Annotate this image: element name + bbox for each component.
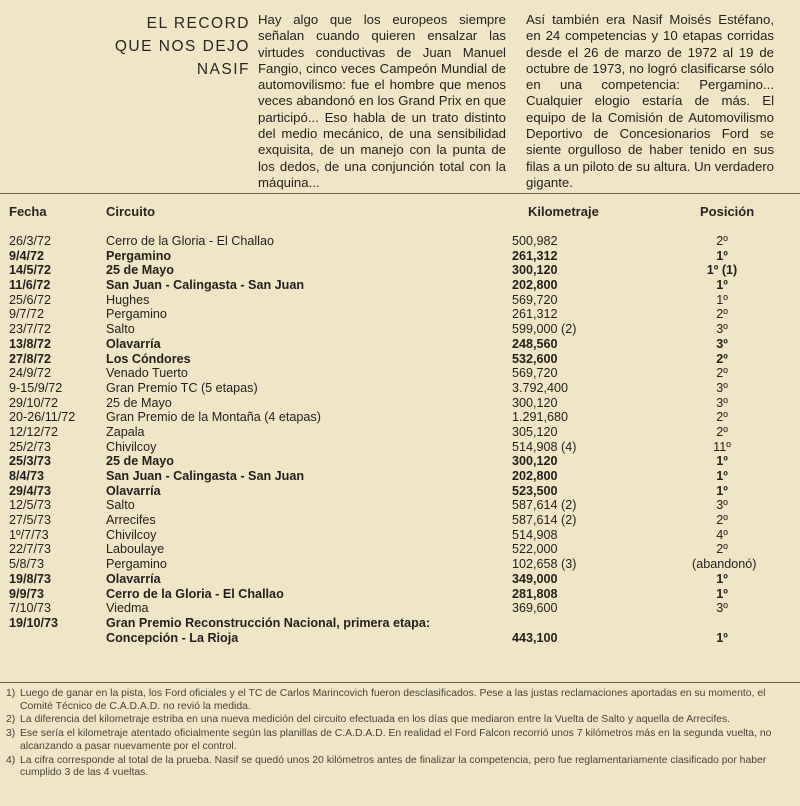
date-cell: 12/12/72 [9, 424, 59, 439]
position-cell: 1º (1) [706, 263, 738, 278]
table-row [0, 381, 800, 396]
position-cell: 1º [716, 292, 728, 307]
date-cell: 27/5/73 [9, 513, 52, 528]
table-row [0, 410, 800, 425]
table-row [0, 557, 800, 572]
circuit-cell: Pergamino [106, 307, 167, 322]
kilometraje-cell: 261,312 [512, 248, 558, 263]
date-cell: 13/8/72 [9, 336, 52, 351]
position-cell: 2º [716, 234, 728, 248]
position-cell: 1º [716, 586, 728, 601]
position-cell: 1º [716, 248, 728, 263]
footnote-number: 1) [6, 688, 16, 699]
kilometraje-cell: 300,120 [512, 395, 558, 410]
position-cell: 2º [716, 366, 728, 381]
table-row [0, 616, 800, 646]
title-line-1: EL RECORD [146, 15, 250, 32]
table-row [0, 366, 800, 381]
kilometraje-cell: 1.291,680 [512, 410, 569, 425]
table-row [0, 528, 800, 543]
footnote-text: Ese sería el kilometraje atentado oficialmente según las planillas de C.A.D.A.D. En realidad el Ford Falcon recorrió unos 7 kilómetros más en la segunda vuelta, no alcanzando a pasar nuevamente por el control. [20, 728, 772, 752]
date-cell: 1º/7/73 [9, 527, 49, 542]
position-cell: 1º [716, 571, 728, 586]
table-row [0, 484, 800, 499]
circuit-cell: Chivilcoy [106, 527, 157, 542]
footnote-number: 3) [6, 728, 16, 740]
position-cell: 3º [716, 498, 728, 513]
top-divider [0, 193, 800, 194]
position-cell: 4º [716, 527, 728, 542]
circuit-cell: Pergamino [106, 248, 172, 263]
circuit-cell: Olavarría [106, 571, 161, 586]
footnote [6, 728, 792, 753]
footnotes [6, 688, 792, 781]
circuit-cell: Salto [106, 322, 135, 337]
kilometraje-cell: 102,658 (3) [512, 557, 577, 572]
position-cell: 3º [716, 395, 728, 410]
kilometraje-cell: 202,800 [512, 469, 558, 483]
date-cell: 5/8/73 [9, 557, 45, 572]
kilometraje-cell: 599,000 (2) [512, 322, 577, 337]
kilometraje-cell: 248,560 [512, 336, 558, 351]
position-cell: 3º [716, 380, 728, 395]
date-cell: 9/7/72 [9, 307, 45, 322]
header-kilometraje: Kilometraje [528, 204, 599, 219]
table-row [0, 322, 800, 337]
date-cell: 23/7/72 [9, 322, 52, 337]
article-title [60, 12, 250, 81]
kilometraje-cell: 349,000 [512, 571, 558, 586]
intro-column-1: Hay algo que los europeos siempre señalan cuando quieren ensalzar las virtudes conductivas de Juan Manuel Fangio, cinco veces Campeón Mundial de automovilismo: fue el hombre que menos veces abandonó en los Grand Prix en que participó... Eso habla de un trato distinto del medio mecánico, de una sensibilidad exquisita, de un manejo con la punta de los dedos, de una conjunción total con la máquina... [258, 12, 506, 190]
circuit-cell: Laboulaye [106, 542, 165, 557]
table-row [0, 263, 800, 278]
position-cell: 1º [716, 483, 728, 498]
date-cell: 25/3/73 [9, 454, 52, 469]
kilometraje-cell: 587,614 (2) [512, 498, 577, 513]
kilometraje-cell: 202,800 [512, 278, 558, 293]
kilometraje-cell: 514,908 (4) [512, 439, 577, 454]
kilometraje-cell: 300,120 [512, 263, 558, 278]
date-cell: 19/8/73 [9, 571, 52, 586]
kilometraje-cell: 300,120 [512, 454, 558, 469]
position-cell: 3º [716, 322, 728, 337]
kilometraje-cell: 305,120 [512, 424, 558, 439]
kilometraje-cell: 569,720 [512, 366, 558, 381]
date-cell: 25/6/72 [9, 292, 52, 307]
kilometraje-cell: 522,000 [512, 542, 558, 557]
date-cell: 14/5/72 [9, 263, 52, 278]
table-row [0, 396, 800, 411]
circuit-cell-line-2: Concepción - La Rioja [106, 630, 239, 645]
kilometraje-cell: 3.792,400 [512, 380, 569, 395]
footnote [6, 714, 792, 727]
position-cell: 11º [713, 439, 731, 454]
position-cell: 2º [716, 410, 728, 425]
table-row [0, 293, 800, 308]
table-row [0, 587, 800, 602]
header-circuito: Circuito [106, 204, 156, 219]
footnote [6, 688, 792, 713]
table-row [0, 337, 800, 352]
kilometraje-cell: 569,720 [512, 292, 558, 307]
footnote-text: Luego de ganar en la pista, los Ford oficiales y el TC de Carlos Marincovich fueron desclasificados. Pese a las justas reclamaciones aportadas en su momento, el Comité Técnico de C.A.D.A.D. no revió la medida. [20, 688, 766, 712]
kilometraje-cell: 500,982 [512, 234, 558, 248]
table-row [0, 352, 800, 367]
table-row [0, 425, 800, 440]
circuit-cell: Arrecifes [106, 513, 156, 528]
kilometraje-cell: 369,600 [512, 601, 558, 616]
circuit-cell: Olavarría [106, 336, 161, 351]
circuit-cell: Chivilcoy [106, 439, 157, 454]
date-cell: 19/10/73 [9, 615, 59, 630]
bottom-divider [0, 682, 800, 683]
date-cell: 29/4/73 [9, 483, 52, 498]
circuit-cell: 25 de Mayo [106, 263, 174, 278]
circuit-cell: Zapala [106, 424, 145, 439]
date-cell: 24/9/72 [9, 366, 52, 381]
date-cell: 9/9/73 [9, 586, 45, 601]
title-line-2: QUE NOS DEJO NASIF [114, 38, 250, 78]
kilometraje-cell: 514,908 [512, 527, 558, 542]
results-table [0, 234, 800, 646]
position-cell: 1º [716, 469, 728, 483]
date-cell: 12/5/73 [9, 498, 52, 513]
position-cell: 2º [716, 542, 728, 557]
date-cell: 11/6/72 [9, 278, 51, 293]
footnote-text: La cifra corresponde al total de la prueba. Nasif se quedó unos 20 kilómetros antes de finalizar la competencia, pero fue reglamentariamente clasificado por haber cumplido 3 de las 4 vueltas. [20, 754, 767, 779]
date-cell: 25/2/73 [9, 439, 52, 454]
table-row [0, 572, 800, 587]
table-row [0, 542, 800, 557]
date-cell: 9/4/72 [9, 248, 45, 263]
table-row [0, 234, 800, 249]
date-cell: 27/8/72 [9, 351, 52, 366]
circuit-cell: Los Cóndores [106, 351, 191, 366]
kilometraje-cell: 523,500 [512, 483, 558, 498]
position-cell: 1º [716, 278, 728, 293]
date-cell: 7/10/73 [9, 601, 52, 616]
date-cell: 8/4/73 [9, 469, 45, 483]
position-cell: 3º [716, 601, 728, 616]
date-cell: 22/7/73 [9, 542, 52, 557]
table-row [0, 440, 800, 455]
circuit-cell: San Juan - Calingasta - San Juan [106, 469, 305, 483]
circuit-cell: Viedma [106, 601, 149, 616]
kilometraje-cell: 532,600 [512, 351, 558, 366]
table-row [0, 498, 800, 513]
circuit-cell: Cerro de la Gloria - El Challao [106, 586, 284, 601]
circuit-cell: Venado Tuerto [106, 366, 188, 381]
date-cell: 20-26/11/72 [9, 410, 76, 425]
circuit-cell: Gran Premio Reconstrucción Nacional, primera etapa: [106, 615, 431, 630]
date-cell: 26/3/72 [9, 234, 52, 248]
kilometraje-cell: 587,614 (2) [512, 513, 577, 528]
kilometraje-cell: 261,312 [512, 307, 558, 322]
circuit-cell: 25 de Mayo [106, 395, 172, 410]
position-cell: 2º [716, 424, 728, 439]
table-row [0, 278, 800, 293]
position-cell: 2º [716, 513, 728, 528]
footnote [6, 755, 792, 780]
date-cell: 9-15/9/72 [9, 380, 63, 395]
table-row [0, 601, 800, 616]
table-row [0, 469, 800, 484]
intro-column-2: Así también era Nasif Moisés Estéfano, en 24 competencias y 10 etapas corridas desde el 26 de marzo de 1972 al 19 de octubre de 1973, no logró clasificarse sólo en una competencia: Pergamino... Cualquier elogio estaría de más. El equipo de la Comisión de Automovilismo Deportivo de Concesionarios Ford se siente orgulloso de haber tenido en sus filas a un piloto de su altura. Un verdadero gigante. [526, 12, 774, 190]
position-cell: 3º [716, 336, 728, 351]
position-cell: 1º [716, 454, 728, 469]
circuit-cell: Gran Premio TC (5 etapas) [106, 380, 258, 395]
position-cell: 2º [716, 351, 728, 366]
footnote-text: La diferencia del kilometraje estriba en una nueva medición del circuito efectuada en los días que mediaron entre la Vuelta de Salto y aquella de Arrecifes. [20, 714, 731, 726]
table-row [0, 249, 800, 264]
position-cell: 1º [716, 630, 728, 645]
header-fecha: Fecha [9, 204, 47, 219]
circuit-cell: Hughes [106, 292, 150, 307]
circuit-cell: San Juan - Calingasta - San Juan [106, 278, 305, 293]
header-posicion: Posición [700, 204, 755, 219]
position-cell: 2º [716, 307, 728, 322]
table-row [0, 513, 800, 528]
date-cell: 29/10/72 [9, 395, 59, 410]
footnote-number: 4) [6, 754, 16, 766]
circuit-cell: Cerro de la Gloria - El Challao [106, 234, 274, 248]
footnote-number: 2) [6, 714, 16, 726]
circuit-cell: Gran Premio de la Montaña (4 etapas) [106, 410, 321, 425]
table-row [0, 307, 800, 322]
circuit-cell: Olavarría [106, 483, 161, 498]
kilometraje-cell: 443,100 [512, 630, 558, 645]
circuit-cell: 25 de Mayo [106, 454, 174, 469]
kilometraje-cell: 281,808 [512, 586, 558, 601]
circuit-cell: Salto [106, 498, 135, 513]
circuit-cell: Pergamino [106, 557, 167, 572]
table-row [0, 454, 800, 469]
position-cell: (abandonó) [692, 557, 757, 572]
